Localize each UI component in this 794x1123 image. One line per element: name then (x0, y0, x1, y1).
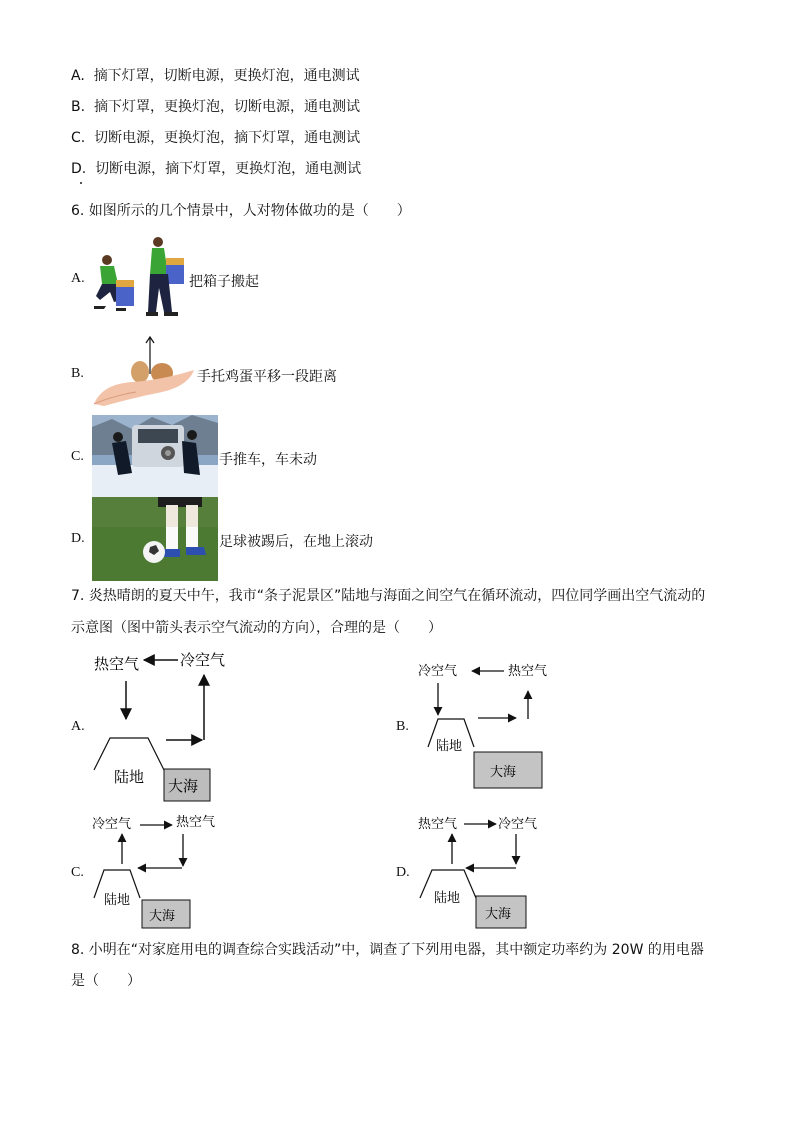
q8-stem-line2: 是（ ） (71, 973, 141, 989)
q7a-sea-label: 大海 (168, 777, 199, 795)
q6-option-a-label: 把箱子搬起 (189, 274, 259, 290)
q7a-hot-air-label: 热空气 (94, 655, 140, 673)
q5-option-b: B. 摘下灯罩，更换灯泡，切断电源，通电测试 (71, 99, 360, 115)
q5-option-a: A. 摘下灯罩，切断电源，更换灯泡，通电测试 (71, 68, 360, 84)
q7d-hot-air-label: 热空气 (418, 817, 458, 832)
q7c-cold-air-label: 冷空气 (92, 817, 132, 832)
q6-option-a-letter: A. (71, 271, 85, 286)
q7a-land-shape (94, 738, 164, 770)
q7d-sea-label: 大海 (485, 907, 512, 922)
q7-diagram-c (88, 808, 238, 932)
q7c-sea-label: 大海 (149, 909, 176, 924)
q7-diagram-d (412, 808, 562, 932)
q7a-cold-air-label: 冷空气 (180, 651, 226, 669)
q6-option-b-letter: B. (71, 366, 84, 381)
q8-stem-line1: 8. 小明在“对家庭用电的调查综合实践活动”中，调查了下列用电器，其中额定功率约为 20W 的用电器 (71, 942, 704, 958)
q6-egg-hand-image (92, 334, 196, 408)
q5-option-d: D. 切断电源，摘下灯罩，更换灯泡，通电测试 (71, 161, 362, 177)
q6-box-lifting-image (92, 234, 190, 322)
q6-option-b-label: 手托鸡蛋平移一段距离 (197, 369, 337, 385)
q7-diagram-b (412, 655, 562, 795)
q7c-hot-air-label: 热空气 (176, 815, 216, 830)
q7-option-b-letter: B. (396, 719, 409, 734)
q7-stem-line1: 7. 炎热晴朗的夏天中午，我市“条子泥景区”陆地与海面之间空气在循环流动，四位同学画出空气流动的 (71, 588, 706, 604)
q6-option-d-label: 足球被踢后，在地上滚动 (219, 534, 373, 550)
q7-option-d-letter: D. (396, 865, 410, 880)
q7b-hot-air-label: 热空气 (508, 664, 548, 679)
q7b-sea-label: 大海 (490, 765, 517, 780)
stray-dot (80, 182, 82, 184)
q7-diagram-a (88, 645, 228, 805)
q6-option-d-letter: D. (71, 531, 85, 546)
q6-football-image (92, 497, 218, 581)
q7b-land-label: 陆地 (436, 739, 463, 754)
q7d-cold-air-label: 冷空气 (498, 817, 538, 832)
q7d-land-label: 陆地 (434, 891, 461, 906)
q5-option-c: C. 切断电源，更换灯泡，摘下灯罩，通电测试 (71, 130, 361, 146)
q7-stem-line2: 示意图（图中箭头表示空气流动的方向），合理的是（ ） (71, 620, 442, 636)
q7a-land-label: 陆地 (114, 768, 145, 786)
q6-option-c-label: 手推车，车未动 (219, 452, 317, 468)
q7b-cold-air-label: 冷空气 (418, 664, 458, 679)
q7c-land-label: 陆地 (104, 893, 131, 908)
q6-car-pushing-image (92, 415, 218, 497)
q7-option-c-letter: C. (71, 865, 84, 880)
q7-option-a-letter: A. (71, 719, 85, 734)
q6-stem: 6. 如图所示的几个情景中，人对物体做功的是（ ） (71, 203, 411, 219)
q6-option-c-letter: C. (71, 449, 84, 464)
